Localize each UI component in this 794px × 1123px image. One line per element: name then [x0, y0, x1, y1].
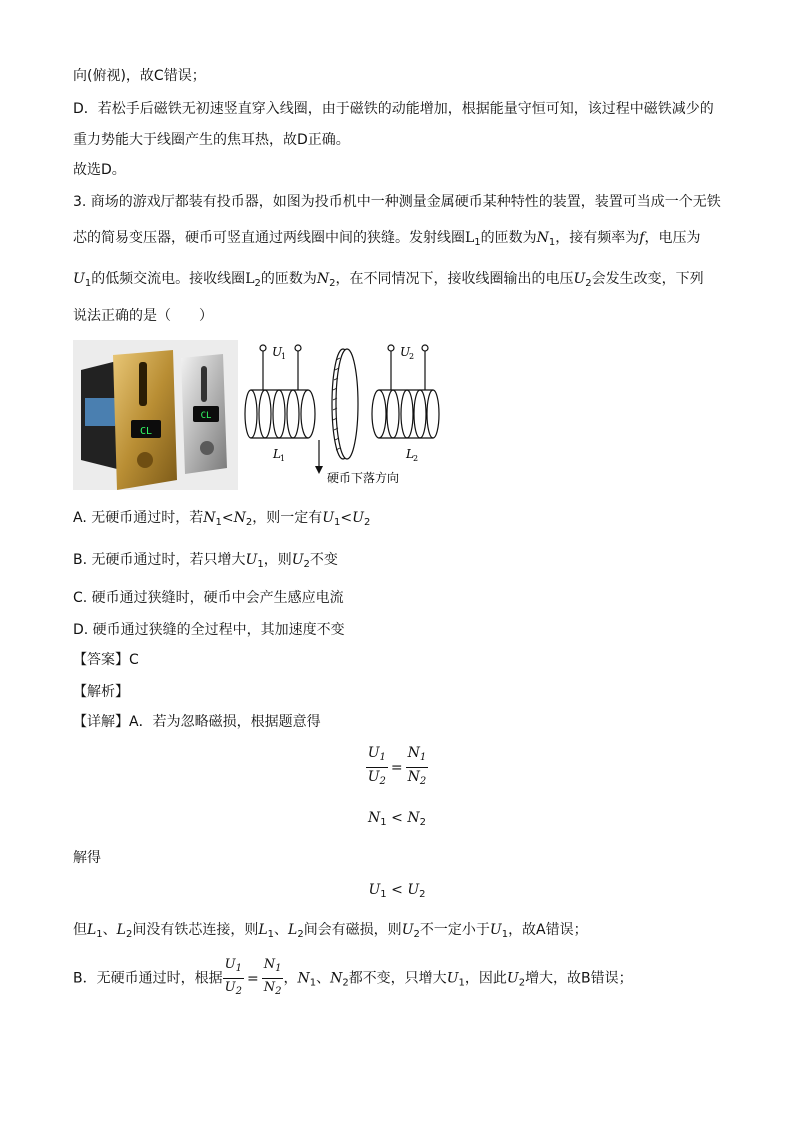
- silver-lcd-text: CL: [200, 411, 212, 421]
- gold-return-button: [137, 452, 153, 468]
- u2-subscript: 2: [409, 352, 415, 361]
- l1-label: L: [273, 447, 281, 461]
- jiede-label: 解得: [73, 850, 101, 866]
- fall-direction-label: 硬币下落方向: [327, 471, 400, 485]
- l1-subscript: 1: [280, 454, 286, 463]
- analysis-label: 【解析】: [73, 684, 129, 700]
- equation-ratio: $\frac{U_1}{U_2}$ = $\frac{N_1}{N_2}$: [367, 745, 427, 787]
- arrow-head-icon: [315, 466, 323, 474]
- q3-line-3: $U_1$的低频交流电。接收线圈$L_2$的匝数为$N_2$，在不同情况下，接收线圈输出的电压$U_2$会发生改变，下列: [73, 271, 704, 289]
- q3-line-2: 芯的简易变压器，硬币可竖直通过两线圈中间的狭缝。发射线圈$L_1$的匝数为$N_1$，接有频率为f，电压为: [73, 230, 701, 248]
- u1-subscript: 1: [281, 352, 287, 361]
- l2-subscript: 2: [413, 454, 419, 463]
- option-a: A. 无硬币通过时，若$N_1<N_2$，则一定有$U_1<U_2$: [73, 510, 371, 528]
- gold-lcd-text: CL: [139, 426, 153, 437]
- silver-return-button: [200, 441, 214, 455]
- option-b: B. 无硬币通过时，若只增大$U_1$，则$U_2$不变: [73, 552, 338, 570]
- b-conclusion: B．无硬币通过时，根据 $\frac{U_1}{U_2}$ = $\frac{N_1}{N_2}$ ，$N_1$、$N_2$都不变，只增大$U_1$，因此$U_2$增大，故B错误；: [73, 957, 633, 997]
- option-c: C. 硬币通过狭缝时，硬币中会产生感应电流: [73, 590, 344, 606]
- detail-a-line: 【详解】A．若为忽略磁损，根据题意得: [73, 714, 321, 730]
- coin-device-diagram: [73, 340, 453, 490]
- u1-label: U: [272, 345, 283, 359]
- equation-u-compare: $U_1 < U_2$: [368, 882, 426, 900]
- q3-line-1: 3. 商场的游戏厅都装有投币器，如图为投币机中一种测量金属硬币某种特性的装置，装置可当成一个无铁: [73, 194, 721, 210]
- equation-n-compare: $N_1 < N_2$: [368, 810, 426, 828]
- a-conclusion: 但$L_1$、$L_2$间没有铁芯连接，则$L_1$、$L_2$间会有磁损，则$U_2$不一定小于$U_1$，故A错误；: [73, 922, 588, 940]
- gold-coin-slot: [139, 362, 147, 406]
- coin-icon: [332, 349, 358, 459]
- l2-label: L: [406, 447, 414, 461]
- coin-acceptor-figure: [73, 340, 453, 494]
- u2-label: U: [400, 345, 411, 359]
- option-d: D. 硬币通过狭缝的全过程中，其加速度不变: [73, 622, 345, 638]
- prev-line-1: 向(俯视)，故C错误；: [73, 68, 206, 84]
- q3-line-4: 说法正确的是（ ）: [73, 308, 213, 324]
- silver-coin-slot: [201, 366, 207, 402]
- answer-line: 【答案】C: [73, 652, 139, 668]
- coin-machine-label: [85, 398, 115, 426]
- prev-option-d-line-1: D．若松手后磁铁无初速竖直穿入线圈，由于磁铁的动能增加，根据能量守恒可知，该过程中磁铁减少的: [73, 101, 714, 117]
- prev-option-d-line-2: 重力势能大于线圈产生的焦耳热，故D正确。: [73, 132, 350, 148]
- prev-choose: 故选D。: [73, 162, 126, 178]
